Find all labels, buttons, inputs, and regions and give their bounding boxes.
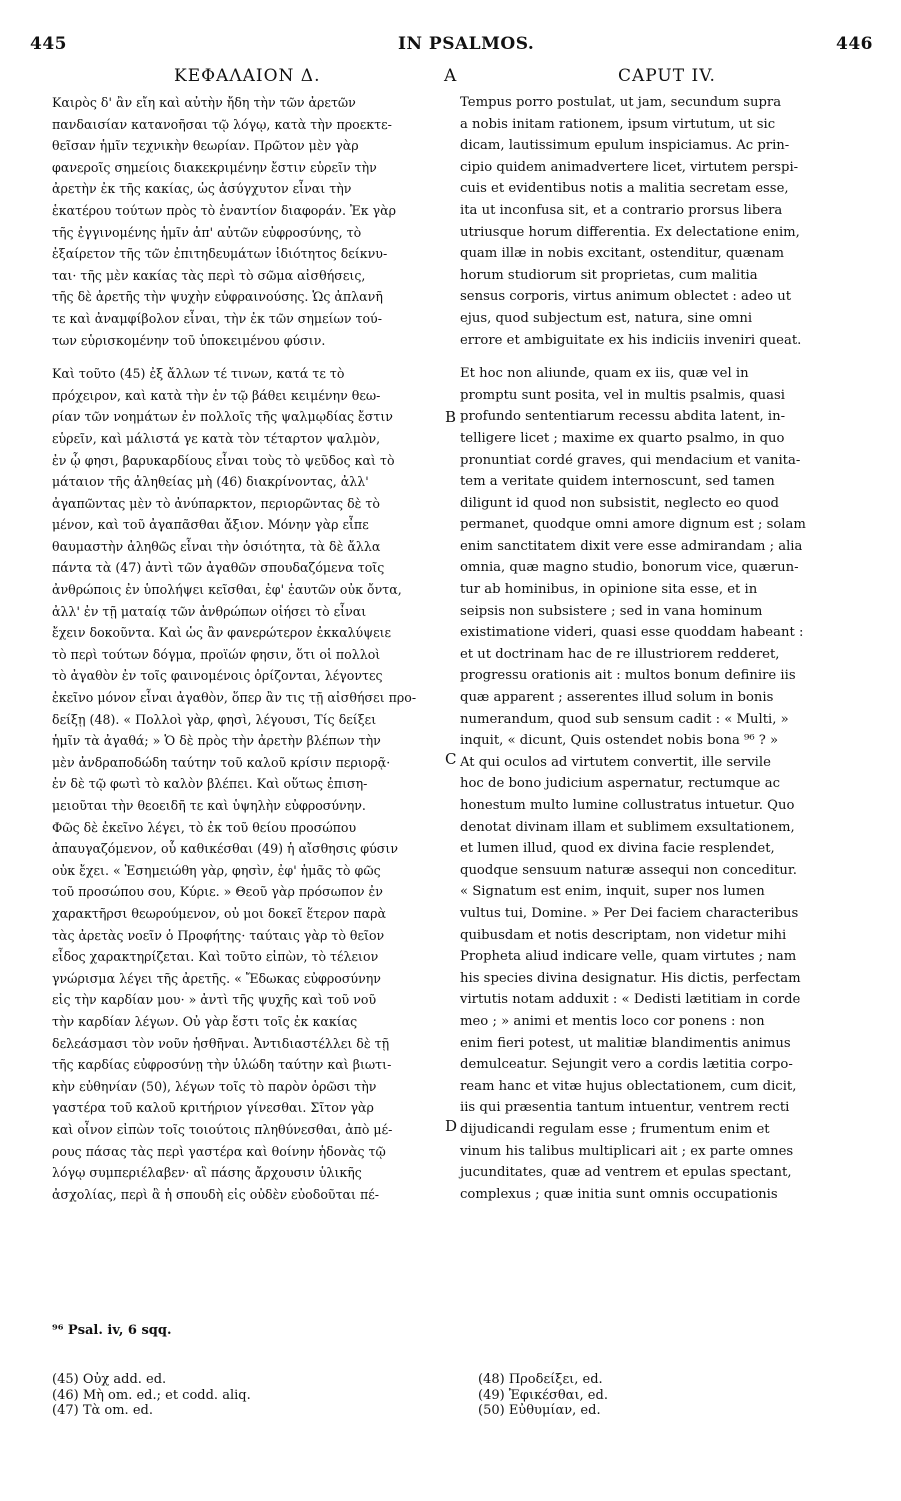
greek-line: γαστέρα τοῦ καλοῦ κριτήριον γίνεσθαι. Σῖτον γὰρ (52, 1100, 374, 1116)
latin-line: profundo sententiarum recessu abdita latent, in- (460, 409, 786, 425)
greek-line: τῆς καρδίας εὐφροσύνῃ τὴν ὑλώδη ταύτην καὶ βιωτι- (52, 1057, 392, 1073)
greek-line: Φῶς δὲ ἐκεῖνο λέγει, τὸ ἐκ τοῦ θείου προσώπου (52, 819, 357, 835)
running-title: IN PSALMOS. (398, 34, 535, 54)
latin-line: ejus, quod subjectum est, natura, sine omni (460, 310, 753, 326)
latin-line: Tempus porro postulat, ut jam, secundum supra (460, 95, 782, 110)
greek-line: θαυμαστὴν ἀληθῶς εἶναι τὴν ὁσιότητα, τὰ δὲ ἄλλα (52, 538, 381, 554)
latin-line: omnia, quæ magno studio, bonorum vice, quærun- (460, 560, 799, 576)
page-number-left: 445 (30, 34, 67, 54)
greek-line: μειοῦται τὴν θεοειδῆ τε καὶ ὑψηλὴν εὐφροσύνην. (52, 798, 366, 813)
greek-line: ἑκατέρου τούτων πρὸς τὸ ἐναντίον διαφοράν. Ἐκ γὰρ (52, 202, 397, 218)
latin-paragraph-1 (460, 92, 862, 351)
latin-line: a nobis initam rationem, ipsum virtutum, ut sic (460, 116, 776, 132)
greek-paragraph-2 (52, 363, 444, 1205)
latin-line: dicam, lautissimum epulum inspiciamus. Ac prin- (460, 138, 790, 154)
latin-line: his species divina designatur. His dictis, perfectam (460, 970, 801, 986)
greek-line: ἡμῖν τὰ ἀγαθά; » Ὁ δὲ πρὸς τὴν ἀρετὴν βλέπων τὴν (52, 733, 381, 749)
greek-line: κὴν εὐθηνίαν (50), λέγων τοῖς τὸ παρὸν ὁρῶσι τὴν (52, 1078, 377, 1094)
latin-line: At qui oculos ad virtutem convertit, ille servile (460, 754, 771, 770)
latin-line: demulceatur. Sejungit vero a cordis lætitia corpo- (460, 1057, 793, 1073)
greek-line: ἔχειν δοκοῦντα. Καὶ ὡς ἂν φανερώτερον ἐκκαλύψειε (52, 625, 392, 641)
greek-line: εἰς τὴν καρδίαν μου· » ἀντὶ τῆς ψυχῆς καὶ τοῦ νοῦ (52, 992, 377, 1008)
margin-marker-c: C (445, 750, 457, 768)
latin-line: et ut doctrinam hac de re illustriorem redderet, (460, 646, 780, 662)
greek-line: ἀνθρώποις ἐν ὑπολήψει κεῖσθαι, ἐφ' ἑαυτῶν οὐκ ὄντα, (52, 582, 402, 598)
greek-line: πρόχειρον, καὶ κατὰ τὴν ἐν τῷ βάθει κειμένην θεω- (52, 387, 381, 403)
latin-line: inquit, « dicunt, Quis ostendet nobis bona ⁹⁶ ? » (460, 733, 779, 749)
greek-line: θεῖσαν ἡμῖν τεχνικὴν θεωρίαν. Πρῶτον μὲν γὰρ (52, 138, 359, 154)
latin-line: jucunditates, quæ ad ventrem et epulas spectant, (460, 1165, 792, 1181)
greek-line: μὲν ἀνδραποδώδη ταύτην τοῦ καλοῦ κρίσιν περιορᾷ· (52, 754, 391, 770)
greek-line: τὰς ἀρετὰς νοεῖν ὁ Προφήτης· ταύταις γὰρ τὸ θεῖον (52, 927, 385, 943)
chapter-title-latin: CAPUT IV. (618, 66, 716, 86)
greek-line: λόγῳ συμπεριέλαβεν· αἳ πάσης ἄρχουσιν ὑλικῆς (52, 1165, 362, 1181)
latin-line: meo ; » animi et mentis loco cor ponens : non (460, 1013, 765, 1029)
latin-line: diligunt id quod non subsistit, neglecto eo quod (460, 495, 779, 511)
greek-line: ἐν ᾧ φησι, βαρυκαρδίους εἶναι τοὺς τὸ ψεῦδος καὶ τὸ (52, 452, 395, 468)
greek-line: τῆς δὲ ἀρετῆς τὴν ψυχὴν εὐφραινούσης. Ὡς ἀπλανῆ (52, 289, 383, 305)
greek-line: δείξῃ (48). « Πολλοὶ γὰρ, φησὶ, λέγουσι, Τίς δείξει (52, 711, 377, 727)
latin-line: honestum multo lumine collustratus intuetur. Quo (460, 798, 795, 813)
latin-line: errore et ambiguitate ex his indiciis inveniri queat. (460, 332, 802, 348)
greek-line: εὑρεῖν, καὶ μάλιστά γε κατὰ τὸν τέταρτον ψαλμὸν, (52, 430, 381, 446)
greek-line: τὴν καρδίαν λέγων. Οὐ γὰρ ἔστι τοῖς ἐκ κακίας (52, 1013, 358, 1029)
latin-line: tur ab hominibus, in opinione sita esse, et in (460, 582, 758, 598)
scripture-note: ⁹⁶ Psal. iv, 6 sqq. (52, 1323, 172, 1338)
latin-line: enim fieri potest, ut malitiæ blandimentis animus (460, 1035, 791, 1051)
greek-line: τὸ ἀγαθὸν ἐν τοῖς φαινομένοις ὁρίζονται, λέγοντες (52, 668, 383, 684)
latin-line: Propheta aliud indicare velle, quam virtutes ; nam (460, 949, 797, 965)
margin-marker-d: D (445, 1117, 458, 1135)
footnote: (45) Οὐχ add. ed. (52, 1372, 167, 1387)
page-number-right: 446 (836, 34, 873, 54)
footnote: (46) Μὴ om. ed.; et codd. aliq. (52, 1387, 251, 1403)
latin-line: cuis et evidentibus notis a malitia secretam esse, (460, 181, 789, 197)
greek-line: μάταιον τῆς ἀληθείας μὴ (46) διακρίνοντας, ἀλλ' (52, 474, 369, 490)
latin-line: tem a veritate quidem internoscunt, sed tamen (460, 474, 775, 490)
latin-line: complexus ; quæ initia sunt omnis occupationis (460, 1186, 778, 1202)
latin-line: iis qui præsentia tantum intuentur, ventrem recti (460, 1100, 790, 1116)
footnote: (49) Ἐφικέσθαι, ed. (478, 1387, 608, 1403)
latin-line: dijudicandi regulam esse ; frumentum enim et (460, 1121, 770, 1137)
greek-line: οὐκ ἔχει. « Ἐσημειώθη γὰρ, φησὶν, ἐφ' ἡμᾶς τὸ φῶς (52, 862, 381, 878)
latin-line: Et hoc non aliunde, quam ex iis, quæ vel in (460, 366, 749, 382)
latin-line: sensus corporis, virtus animum oblectet : adeo ut (460, 289, 792, 305)
latin-line: quibusdam et notis descriptam, non videtur mihi (460, 927, 787, 943)
footnote: (50) Εὐθυμίαν, ed. (478, 1403, 601, 1418)
latin-line: et lumen illud, quod ex divina facie resplendet, (460, 841, 775, 857)
greek-line: φανεροῖς σημείοις διακεκριμένην ἔστιν εὑρεῖν τὴν (52, 159, 377, 175)
greek-line: Καὶ τοῦτο (45) ἐξ ἄλλων τέ τινων, κατά τε τὸ (52, 366, 345, 382)
greek-line: γνώρισμα λέγει τῆς ἀρετῆς. « Ἔδωκας εὐφροσύνην (52, 970, 381, 986)
greek-line: πάντα τὰ (47) ἀντὶ τῶν ἀγαθῶν σπουδαζόμενα τοῖς (52, 560, 385, 576)
footnote: (48) Προδείξει, ed. (478, 1372, 603, 1387)
greek-line: τὸ περὶ τούτων δόγμα, προϊών φησιν, ὅτι οἱ πολλοὶ (52, 646, 381, 662)
greek-column (52, 92, 444, 1205)
greek-line: ἐν δὲ τῷ φωτὶ τὸ καλὸν βλέπει. Καὶ οὕτως ἐπιση- (52, 776, 368, 792)
latin-line: hoc de bono judicium aspernatur, rectumque ac (460, 776, 781, 792)
greek-line: τοῦ προσώπου σου, Κύριε. » Θεοῦ γὰρ πρόσωπον ἐν (52, 884, 383, 900)
greek-line: ἀλλ' ἐν τῇ ματαίᾳ τῶν ἀνθρώπων οἰήσει τὸ εἶναι (52, 603, 367, 619)
greek-line: ἀσχολίας, περὶ ἃ ἡ σπουδὴ εἰς οὐδὲν εὐοδοῦται πέ- (52, 1186, 380, 1202)
latin-line: seipsis non subsistere ; sed in vana hominum (460, 603, 763, 619)
greek-line: Καιρὸς δ' ἂν εἴη καὶ αὐτὴν ἤδη τὴν τῶν ἀρετῶν (52, 95, 356, 110)
latin-line: « Signatum est enim, inquit, super nos lumen (460, 884, 765, 900)
margin-marker-a: A (444, 66, 458, 86)
greek-line: δελεάσμασι τὸν νοῦν ἡσθῆναι. Ἀντιδιαστέλλει δὲ τῇ (52, 1035, 390, 1051)
greek-line: ἀρετὴν ἐκ τῆς κακίας, ὡς ἀσύγχυτον εἶναι τὴν (52, 181, 352, 197)
latin-paragraph-2 (460, 363, 862, 1205)
greek-line: καὶ οἶνον εἰπὼν τοῖς τοιούτοις πληθύνεσθαι, ἀπὸ μέ- (52, 1121, 393, 1137)
latin-line: denotat divinam illam et sublimem exsultationem, (460, 819, 795, 835)
latin-column (460, 92, 862, 1205)
latin-line: existimatione videri, quasi esse quoddam habeant : (460, 625, 804, 641)
footnotes-left (52, 1372, 251, 1419)
greek-line: εἶδος χαρακτηρίζεται. Καὶ τοῦτο εἰπὼν, τὸ τέλειον (52, 949, 379, 965)
latin-line: utriusque horum differentia. Ex delectatione enim, (460, 224, 800, 240)
latin-line: numerandum, quod sub sensum cadit : « Multi, » (460, 711, 789, 727)
greek-line: των εὑρισκομένην τοῦ ὑποκειμένου φύσιν. (52, 332, 326, 348)
latin-line: pronuntiat cordé graves, qui mendacium et vanita- (460, 452, 801, 468)
latin-line: ream hanc et vitæ hujus oblectationem, cum dicit, (460, 1078, 797, 1094)
margin-marker-b: B (445, 408, 457, 426)
latin-line: vultus tui, Domine. » Per Dei faciem characteribus (460, 905, 799, 921)
latin-line: promptu sunt posita, vel in multis psalmis, quasi (460, 387, 785, 403)
latin-line: ita ut inconfusa sit, et a contrario prorsus libera (460, 202, 783, 218)
greek-line: ἀγαπῶντας μὲν τὸ ἀνύπαρκτον, περιορῶντας δὲ τὸ (52, 495, 380, 511)
greek-line: τε καὶ ἀναμφίβολον εἶναι, τὴν ἐκ τῶν σημείων τού- (52, 310, 382, 326)
latin-line: permanet, quodque omni amore dignum est ; solam (460, 517, 806, 533)
footnotes-right (478, 1372, 608, 1419)
latin-line: quodque sensuum naturæ assequi non conceditur. (460, 862, 797, 878)
greek-line: ρίαν τῶν νοημάτων ἐν πολλοῖς τῆς ψαλμῳδίας ἔστιν (52, 409, 393, 425)
latin-line: enim sanctitatem dixit vere esse admirandam ; alia (460, 538, 803, 554)
latin-line: quam illæ in nobis excitant, ostenditur, quænam (460, 246, 785, 262)
footnote: (47) Τὰ om. ed. (52, 1403, 153, 1418)
latin-line: quæ apparent ; asserentes illud solum in bonis (460, 690, 774, 706)
greek-paragraph-1 (52, 92, 444, 351)
greek-line: ἀπαυγαζόμενον, οὗ καθικέσθαι (49) ἡ αἴσθησις φύσιν (52, 841, 398, 857)
greek-line: τῆς ἐγγινομένης ἡμῖν ἀπ' αὐτῶν εὐφροσύνης, τὸ (52, 224, 362, 240)
latin-line: progressu orationis ait : multos bonum definire iis (460, 668, 796, 684)
latin-line: cipio quidem animadvertere licet, virtutem perspi- (460, 159, 799, 175)
greek-line: πανδαισίαν κατανοῆσαι τῷ λόγῳ, κατὰ τὴν προεκτε- (52, 116, 392, 132)
latin-line: telligere licet ; maxime ex quarto psalmo, in quo (460, 430, 785, 446)
greek-line: ἐξαίρετον τῆς τῶν ἐπιτηδευμάτων ἰδιότητος δείκνυ- (52, 246, 388, 262)
latin-line: vinum his talibus multiplicari ait ; ex parte omnes (460, 1143, 794, 1159)
latin-line: horum studiorum sit proprietas, cum malitia (460, 267, 758, 283)
greek-line: μένον, καὶ τοῦ ἀγαπᾶσθαι ἄξιον. Μόνην γὰρ εἶπε (52, 517, 369, 533)
greek-line: ἐκεῖνο μόνον εἶναι ἀγαθὸν, ὅπερ ἂν τις τῇ αἰσθήσει προ- (52, 690, 417, 706)
greek-line: ται· τῆς μὲν κακίας τὰς περὶ τὸ σῶμα αἰσθήσεις, (52, 267, 366, 283)
chapter-title-greek: ΚΕΦΑΛΑΙΟΝ Δ. (174, 66, 321, 86)
latin-line: virtutis notam adduxit : « Dedisti lætitiam in corde (460, 992, 801, 1008)
greek-line: χαρακτῆρσι θεωρούμενον, οὐ μοι δοκεῖ ἕτερον παρὰ (52, 905, 387, 921)
greek-line: ρους πάσας τὰς περὶ γαστέρα καὶ θοίνην ἡδονὰς τῷ (52, 1143, 386, 1159)
